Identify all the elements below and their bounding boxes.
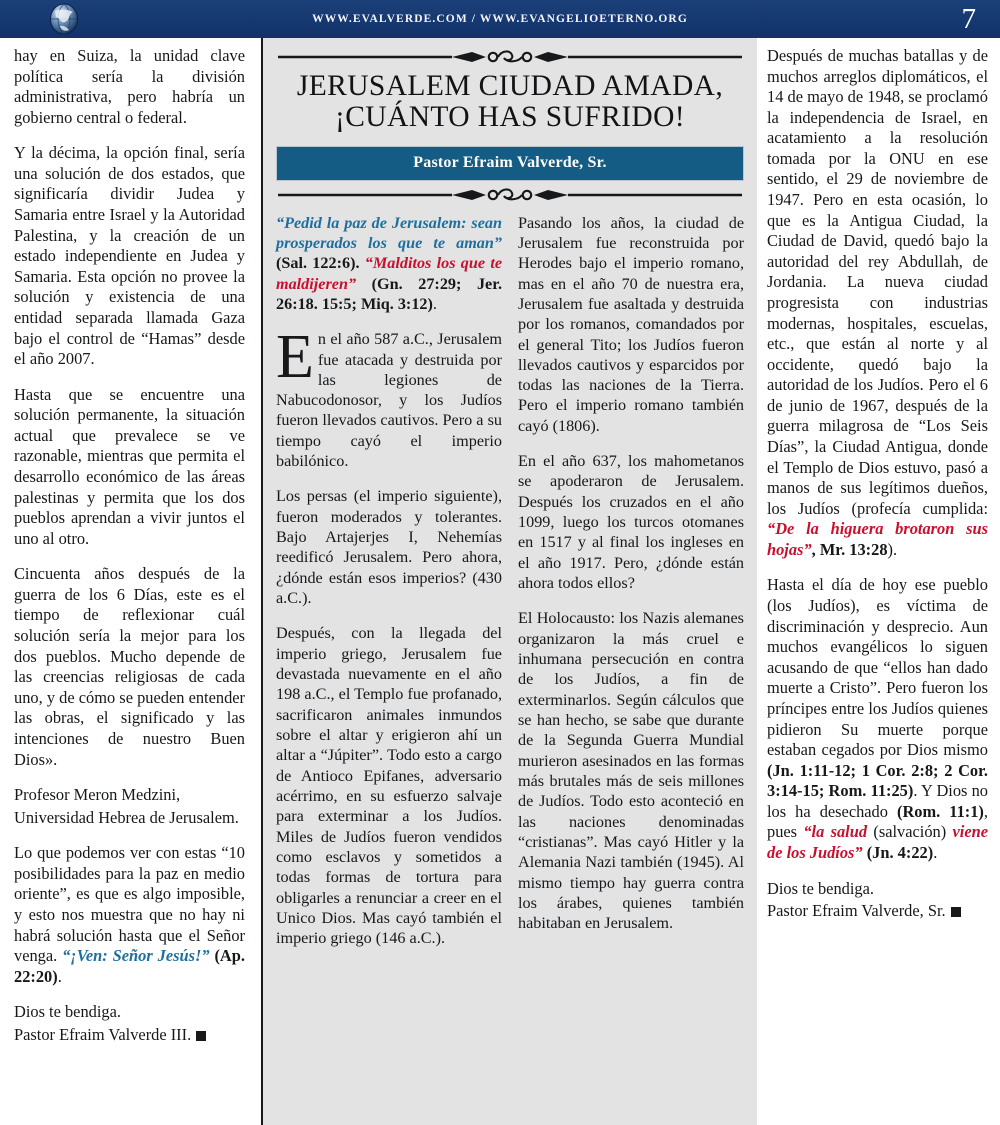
epigraph-scriptures: [276, 213, 502, 315]
article-column-1: [276, 213, 502, 949]
left-paragraph: Y la décima, la opción final, sería una solución de dos estados, que significaría dividir Judea y Samaria entre Israel y la Autoridad Palestina, y la creación de un estado independiente en Judea y Samaria. Esta opción no provee la solución y existencia de una entidad separada llamada Gaza bajo el control de “Hamas” desde el año 2007.: [14, 143, 245, 369]
square-end-mark-icon: [196, 1031, 206, 1041]
right-scripture-quote-red-1: “la salud: [803, 822, 868, 842]
flourish-divider-icon: [276, 49, 744, 65]
left-closing-paragraph: [14, 843, 245, 987]
right-scripture-reference-3: (Jn. 4:22): [862, 842, 934, 862]
right-signoff-author-name: Pastor Efraim Valverde, Sr.: [767, 901, 946, 921]
left-column: [0, 38, 255, 1125]
article-panel: [263, 38, 757, 1125]
left-paragraph: Hasta que se encuentre una solución permanente, la situación actual que prevalece se ve razonable, mientras que permita el desarrollo económico de las áreas palestinas y permita que los dos pueblos aprendan a vivir juntos el uno al otro.: [14, 384, 245, 548]
masthead-bar: [0, 0, 1000, 38]
article-paragraph: Después, con la llegada del imperio griego, Jerusalem fue devastada nuevamente en el año 198 a.C., el Templo fue profanado, sacrificaron animales inmundos sobre el altar y erigieron ahí un altar a “Júpiter”. Todo esto a cargo de Antioco Epifanes, adversario acérrimo, en su esfuerzo salvaje para exterminar a los Judíos. Miles de Judíos fueron vendidos como esclavos y sometidos a todas formas de tortura para obligarles a renunciar a creer en el Unico Dios. Mas cayó también el imperio griego (146 a.C.).: [276, 624, 502, 948]
article-title-line-1: JERUSALEM CIUDAD AMADA,: [296, 70, 724, 102]
flourish-divider-icon: [276, 187, 744, 203]
closing-scripture-reference: (Ap. 22:20): [14, 946, 245, 986]
right-paragraph-text-b: . Y Dios no los ha desechado: [767, 781, 988, 821]
attribution-institution: Universidad Hebrea de Jerusalem.: [14, 807, 239, 827]
epigraph-ref-blue: (Sal. 122:6).: [276, 254, 365, 273]
epigraph-quote-red: “Malditos los que te maldijeren”: [276, 254, 503, 293]
epigraph-quote-blue: “Pedid la paz de Jerusalem: sean prosperados los que te aman”: [276, 213, 502, 252]
article-paragraph: El Holocausto: los Nazis alemanes organizaron la más cruel e inhumana persecución en contra de los Judíos, a fin de exterminarlos. Según cálculos que se han hecho, se sabe que durante de la Segunda Guerra Mundial murieron asesinados en las formas más brutales más de seis millones de Judíos. Todo esto aconteció en las naciones denominadas “cristianas”. Mas cayó Hitler y la Alemania Nazi también (1945). Al mismo tiempo hay guerra contra los árabes, quienes también habitaban en Jerusalem.: [518, 609, 744, 933]
right-paragraph-text-c: , pues: [767, 801, 988, 842]
left-signoff-author: [14, 1025, 245, 1046]
page-title: [276, 71, 744, 134]
right-paragraph-today: [767, 575, 988, 863]
right-scripture-reference-1: (Jn. 1:11-12; 1 Cor. 2:8; 2 Cor. 3:14-15; Rom. 11:25): [767, 760, 988, 801]
page-content: [0, 38, 1000, 1125]
article-paragraph: En el año 637, los mahometanos se apoderaron de Jerusalem. Después los cruzados en el año 1099, luego los turcos otomanes en 1517 y al final los ingleses en el año 1917. Pero, ¿dónde están ahora todos ellos?: [518, 452, 744, 593]
right-paragraph-text: Después de muchas batallas y de muchos arreglos diplomáticos, el 14 de mayo de 1948, se proclamó la independencia de Israel, en acatamiento a la resolución tomada por la ONU en ese sentido, el 29 de noviembre de 1947. Pero en esta ocasión, lo que es la Antigua Ciudad, la Ciudad de David, quedó bajo la autoridad del rey Abdullah, de Jordania. La nueva ciudad progresista con industrias modernas, hospitales, escuelas, etc., que están al norte y al occidente, quedó bajo la autoridad de los Judíos. Pero el 6 de junio de 1967, después de la guerra milagrosa de “Los Seis Días”, la Ciudad Antigua, donde el Templo de Dios estuvo, pasó a manos de sus legítimos dueños, los Judíos (profecía cumplida:: [767, 46, 988, 518]
right-scripture-reference: , Mr. 13:28: [811, 539, 888, 559]
left-signoff-author-name: Pastor Efraim Valverde III.: [14, 1024, 192, 1044]
masthead-urls[interactable]: WWW.EVALVERDE.COM / WWW.EVANGELIOETERNO.ORG: [312, 13, 688, 25]
attribution-name: Profesor Meron Medzini,: [14, 785, 181, 805]
closing-intro-text: Lo que podemos ver con estas “10 posibilidades para la paz en medio oriente”, es que es algo imposible, y esto nos muestra que no hay ni habrá solución hasta que el Señor venga.: [14, 843, 245, 966]
article-paragraph-dropcap: En el año 587 a.C., Jerusalem fue atacada y destruida por las legiones de Nabucodonosor, y los Judíos fueron llevados cautivos. Pero a su tiempo cayó el imperio babilónico.: [276, 323, 502, 471]
right-paragraph-tail: ).: [887, 539, 898, 559]
article-body-columns: [276, 213, 744, 949]
author-byline-bar: Pastor Efraim Valverde, Sr.: [276, 146, 744, 181]
closing-period: .: [57, 966, 62, 986]
right-signoff-blessing: Dios te bendiga.: [767, 878, 874, 898]
right-scripture-quote-red-2: viene de los Judíos”: [767, 822, 988, 862]
article-column-2: [518, 213, 744, 949]
right-paragraph-text-d: (salvación): [867, 822, 953, 842]
right-paragraph-tail-2: .: [933, 842, 938, 862]
article-paragraph: Los persas (el imperio siguiente), fueron moderados y tolerantes. Bajo Artajerjes I, Nehemías reedificó Jerusalem. Pero ahora, ¿dónde están esos imperios? (430 a.C.).: [276, 487, 502, 608]
right-paragraph-history: [767, 46, 988, 560]
right-scripture-reference-2: (Rom. 11:1): [897, 801, 984, 821]
right-column: [757, 38, 1000, 1125]
closing-scripture-quote: “¡Ven: Señor Jesús!”: [62, 946, 210, 966]
left-paragraph: hay en Suiza, la unidad clave política sería la división administrativa, pero habría un gobierno central o federal.: [14, 46, 245, 127]
square-end-mark-icon: [951, 907, 961, 917]
epigraph-tail: .: [432, 294, 437, 313]
right-scripture-quote-red: “De la higuera brotaron sus hojas”: [767, 519, 988, 559]
article-title-line-2: ¡CUÁNTO HAS SUFRIDO!: [334, 101, 685, 134]
epigraph-ref-red: (Gn. 27:29; Jer. 26:18. 15:5; Miq. 3:12): [276, 274, 502, 313]
page-number: 7: [961, 3, 976, 35]
left-paragraph: Cincuenta años después de la guerra de los 6 Días, este es el tiempo de reflexionar cuál solución sería la mejor para los dos pueblos. Mucho depende de las creencias religiosas de cada uno, y de cómo se pueden entender las obras, el significado y las intenciones de nuestro Buen Dios».: [14, 564, 245, 769]
right-paragraph-text-a: Hasta el día de hoy ese pueblo (los Judíos), es víctima de discriminación y desprecio. Aun muchos evangélicos lo siguen acusando de que “ellos han dado muerte a Cristo”. Pero fueron los príncipes entre los Judíos quienes pidieron Su muerte porque estaban cegados por Dios mismo: [767, 575, 988, 760]
right-signoff-author: [767, 901, 988, 922]
left-signoff-blessing: Dios te bendiga.: [14, 1002, 121, 1022]
article-paragraph: Pasando los años, la ciudad de Jerusalem fue reconstruida por Herodes bajo el imperio romano, mas en el año 70 de nuestra era, Jerusalem fue asaltada y destruida por los romanos, comandados por el general Tito; los Judíos fueron llevados cautivos y esparcidos por todas las naciones de la Tierra. Pero el imperio romano también cayó (1806).: [518, 213, 744, 435]
